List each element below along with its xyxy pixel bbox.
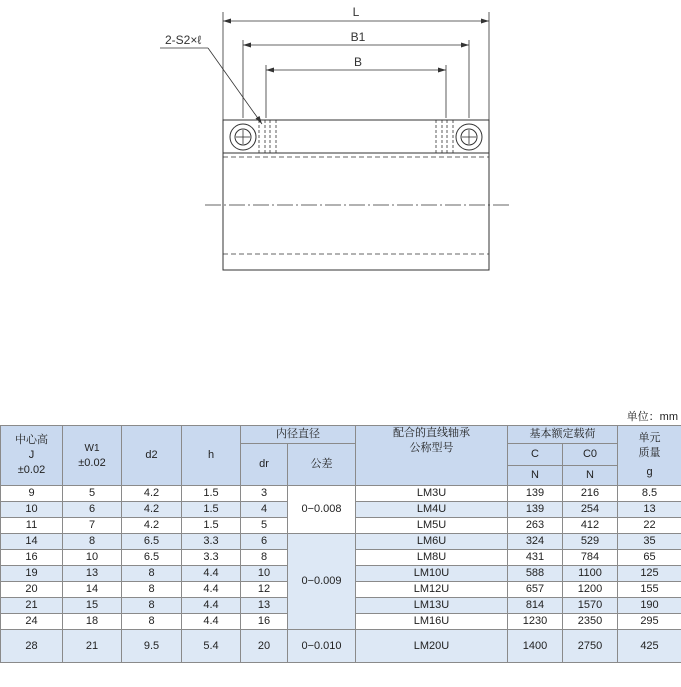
tolerance-value: 0 [301,503,308,515]
header-text: g [646,466,653,478]
header-dr: dr [241,444,288,486]
table-cell: LM20U [356,630,508,663]
table-cell: 20 [1,582,63,598]
table-cell: 9 [1,486,63,502]
table-cell: 14 [63,582,122,598]
table-cell: 15 [63,598,122,614]
table-cell: 9.5 [122,630,182,663]
hole-callout-label: 2-S2×ℓ [165,33,202,47]
tolerance-value: −0.008 [307,503,342,515]
table-cell: 24 [1,614,63,630]
table-cell: LM16U [356,614,508,630]
table-cell: 412 [563,518,618,534]
table-cell: 5 [241,518,288,534]
table-cell: 8 [122,566,182,582]
table-cell: 1400 [508,630,563,663]
table-cell: LM5U [356,518,508,534]
table-cell: 10 [241,566,288,582]
table-cell: 784 [563,550,618,566]
table-cell: 3.3 [182,550,241,566]
table-cell: 2350 [563,614,618,630]
table-cell: 16 [241,614,288,630]
table-cell: 324 [508,534,563,550]
table-cell: 1.5 [182,486,241,502]
table-cell: LM6U [356,534,508,550]
table-cell: 5 [63,486,122,502]
table-cell: 35 [618,534,681,550]
left-mounting-hole [230,124,256,150]
table-cell: 190 [618,598,681,614]
header-bearing-model [356,426,508,486]
header-C: C [508,444,563,466]
table-cell: 12 [241,582,288,598]
table-cell: 216 [563,486,618,502]
table-cell: 2750 [563,630,618,663]
table-cell: 431 [508,550,563,566]
tolerance-value: 0 [301,575,308,587]
tolerance-cell [288,486,356,534]
table-cell: 1.5 [182,502,241,518]
table-cell: 28 [1,630,63,663]
table-cell: 11 [1,518,63,534]
table-cell: 10 [1,502,63,518]
table-row [1,534,681,550]
table-cell: 1200 [563,582,618,598]
spec-table [0,425,681,663]
tolerance-value: 0 [301,639,308,652]
table-cell: 8.5 [618,486,681,502]
table-cell: 4.4 [182,614,241,630]
header-text: 质量 [638,447,661,459]
dimension-B1-label: B1 [350,30,366,44]
table-cell: 657 [508,582,563,598]
table-cell: 263 [508,518,563,534]
table-cell: 4 [241,502,288,518]
table-cell: 6.5 [122,550,182,566]
header-h: h [182,426,241,486]
table-row [1,630,681,663]
header-C0-unit: N [563,466,618,486]
table-cell: 155 [618,582,681,598]
table-cell: 254 [563,502,618,518]
table-cell: 10 [63,550,122,566]
table-cell: 6.5 [122,534,182,550]
header-text: W1 [84,442,100,454]
table-cell: 529 [563,534,618,550]
header-text: 配合的直线轴承 [393,427,470,439]
dimension-drawing [0,0,681,300]
table-cell: 4.4 [182,598,241,614]
header-inner-diameter: 内径直径 [241,426,356,444]
header-tolerance: 公差 [288,444,356,486]
table-cell: LM8U [356,550,508,566]
header-W1 [63,426,122,486]
table-cell: LM10U [356,566,508,582]
dimension-L-label: L [352,5,360,19]
header-C-unit: N [508,466,563,486]
table-cell: 8 [241,550,288,566]
table-cell: 139 [508,502,563,518]
table-cell: 7 [63,518,122,534]
table-cell: 22 [618,518,681,534]
right-mounting-hole [456,124,482,150]
header-text: 单元 [638,432,661,444]
tolerance-value: −0.010 [307,639,342,652]
table-cell: 21 [1,598,63,614]
header-text: J [28,449,35,461]
header-center-height [1,426,63,486]
table-cell: 814 [508,598,563,614]
table-cell: 5.4 [182,630,241,663]
header-text: 中心高 [15,434,48,446]
table-cell: 4.2 [122,502,182,518]
table-cell: 295 [618,614,681,630]
table-cell: 6 [63,502,122,518]
table-row [1,486,681,502]
table-cell: 4.4 [182,582,241,598]
table-cell: 425 [618,630,681,663]
table-cell: 20 [241,630,288,663]
table-cell: 1230 [508,614,563,630]
tolerance-value: −0.009 [307,575,342,587]
table-cell: 21 [63,630,122,663]
header-text: ±0.02 [17,464,46,476]
table-cell: LM3U [356,486,508,502]
header-text: ±0.02 [78,456,106,469]
table-cell: 588 [508,566,563,582]
table-cell: 13 [63,566,122,582]
table-cell: 3.3 [182,534,241,550]
table-cell: 16 [1,550,63,566]
table-cell: 8 [63,534,122,550]
table-cell: 139 [508,486,563,502]
header-mass [618,426,681,486]
table-cell: 125 [618,566,681,582]
header-load-rating: 基本额定载荷 [508,426,618,444]
table-cell: LM4U [356,502,508,518]
table-cell: 1.5 [182,518,241,534]
table-cell: 13 [241,598,288,614]
table-cell: 1100 [563,566,618,582]
table-cell: 8 [122,598,182,614]
table-cell: 6 [241,534,288,550]
header-d2: d2 [122,426,182,486]
table-cell: 14 [1,534,63,550]
table-cell: 65 [618,550,681,566]
header-C0: C0 [563,444,618,466]
table-cell: 4.2 [122,486,182,502]
unit-label: 单位：mm [626,411,678,423]
table-cell: 18 [63,614,122,630]
table-cell: 13 [618,502,681,518]
tolerance-cell [288,534,356,630]
table-cell: 1570 [563,598,618,614]
table-cell: 8 [122,614,182,630]
table-cell: 19 [1,566,63,582]
table-cell: 3 [241,486,288,502]
table-cell: 4.2 [122,518,182,534]
tolerance-cell [288,630,356,663]
table-cell: 4.4 [182,566,241,582]
table-cell: LM13U [356,598,508,614]
table-cell: LM12U [356,582,508,598]
dimension-B-label: B [353,55,363,69]
header-text: 公称型号 [409,442,454,454]
table-cell: 8 [122,582,182,598]
